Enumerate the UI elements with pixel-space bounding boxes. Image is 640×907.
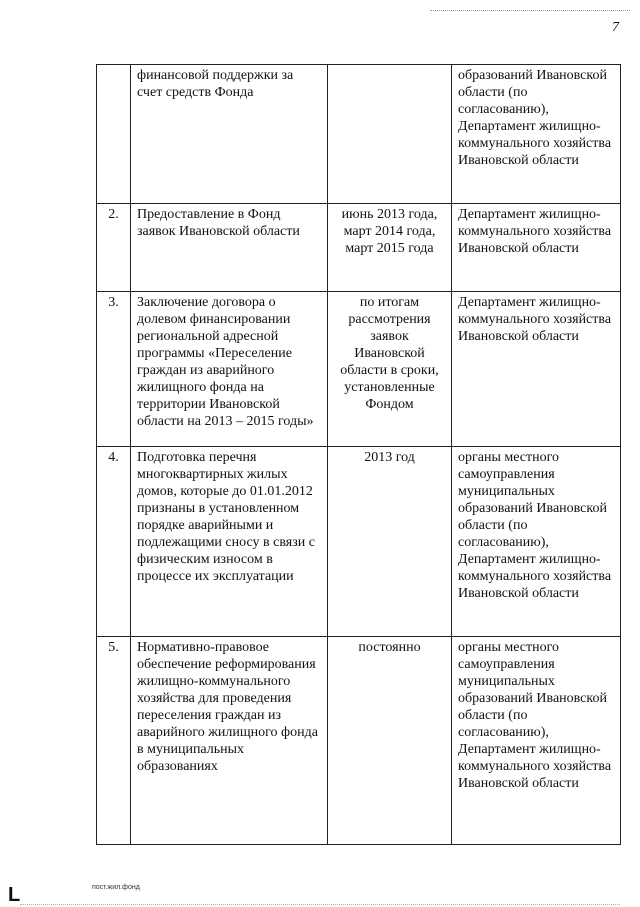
activity-cell: Заключение договора о долевом финансировании региональной адресной программы «Переселение граждан из аварийного жилищного фонда на территории Ивановской области на 2013 – 2015 годы» — [131, 292, 328, 447]
row-number: 3. — [97, 292, 131, 447]
table-row — [97, 292, 621, 447]
top-divider — [430, 10, 630, 11]
activity-cell: Предоставление в Фонд заявок Ивановской области — [131, 204, 328, 292]
measures-table — [96, 64, 621, 845]
deadline-cell: 2013 год — [328, 447, 452, 637]
activity-cell: Нормативно-правовое обеспечение реформирования жилищно-коммунального хозяйства для проведения переселения граждан из аварийного жилищного фонда в муниципальных образованиях — [131, 637, 328, 845]
row-number: 4. — [97, 447, 131, 637]
deadline-cell: июнь 2013 года, март 2014 года, март 2015 года — [328, 204, 452, 292]
responsible-cell: Департамент жилищно-коммунального хозяйства Ивановской области — [452, 204, 621, 292]
row-number — [97, 65, 131, 204]
row-number: 5. — [97, 637, 131, 845]
footer-file-name: пост.жил.фонд — [92, 884, 140, 891]
activity-cell: Подготовка перечня многоквартирных жилых домов, которые до 01.01.2012 признаны в установленном порядке аварийными и подлежащими сносу в связи с физическим износом в процессе их эксплуатации — [131, 447, 328, 637]
deadline-cell: по итогам рассмотрения заявок Ивановской области в сроки, установленные Фондом — [328, 292, 452, 447]
row-number: 2. — [97, 204, 131, 292]
deadline-cell: постоянно — [328, 637, 452, 845]
page-number: 7 — [612, 20, 619, 35]
responsible-cell: образований Ивановской области (по согласованию), Департамент жилищно-коммунального хозяйства Ивановской области — [452, 65, 621, 204]
table-row — [97, 204, 621, 292]
footer-mark: L — [8, 884, 21, 906]
responsible-cell: органы местного самоуправления муниципальных образований Ивановской области (по согласованию), Департамент жилищно-коммунального хозяйства Ивановской области — [452, 637, 621, 845]
table-row — [97, 637, 621, 845]
responsible-cell: Департамент жилищно-коммунального хозяйства Ивановской области — [452, 292, 621, 447]
table-row — [97, 65, 621, 204]
activity-cell: финансовой поддержки за счет средств Фонда — [131, 65, 328, 204]
deadline-cell — [328, 65, 452, 204]
table-row — [97, 447, 621, 637]
responsible-cell: органы местного самоуправления муниципальных образований Ивановской области (по согласованию), Департамент жилищно-коммунального хозяйства Ивановской области — [452, 447, 621, 637]
